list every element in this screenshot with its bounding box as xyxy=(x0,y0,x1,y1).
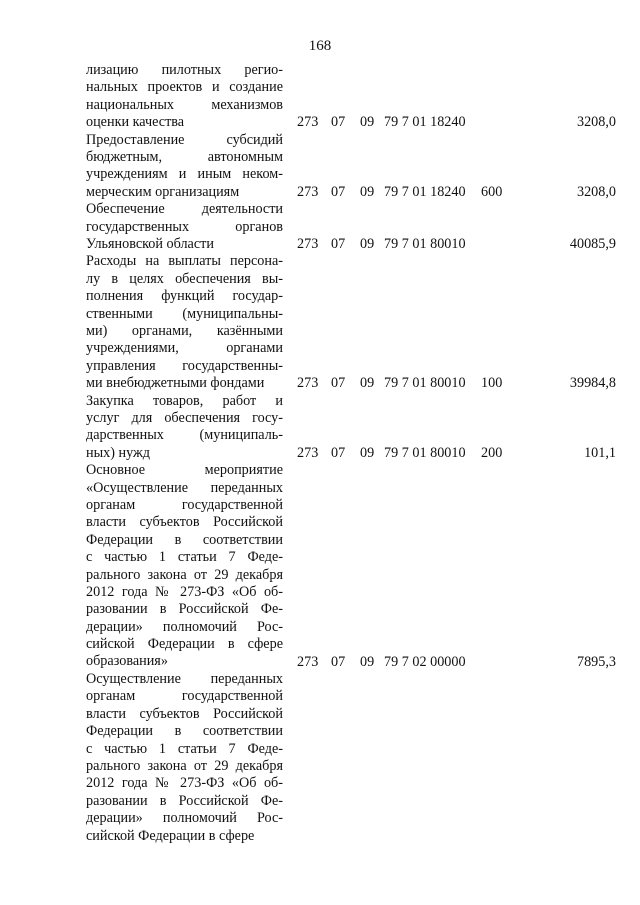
description-line: дерации» полномочий Рос- xyxy=(86,618,283,635)
description-line: Предоставление субсидий xyxy=(86,131,283,148)
description-line: «Осуществление переданных xyxy=(86,479,283,496)
target-article-code: 79 7 01 18240 xyxy=(384,114,466,131)
section-code: 07 xyxy=(331,375,346,392)
description-line: Закупка товаров, работ и xyxy=(86,392,283,409)
description-line: Обеспечение деятельности xyxy=(86,201,283,218)
amount: 101,1 xyxy=(584,444,616,461)
section-code: 07 xyxy=(331,183,346,200)
subsection-code: 09 xyxy=(360,375,375,392)
description-line: власти субъектов Российской xyxy=(86,705,283,722)
target-article-code: 79 7 01 80010 xyxy=(384,375,466,392)
description-line: органам государственной xyxy=(86,688,283,705)
subsection-code: 09 xyxy=(360,183,375,200)
subsection-code: 09 xyxy=(360,444,375,461)
subsection-code: 09 xyxy=(360,114,375,131)
description-line: Осуществление переданных xyxy=(86,671,283,687)
expense-type-code: 100 xyxy=(481,375,503,392)
description-line: рального закона от 29 декабря xyxy=(86,566,283,583)
ministry-code: 273 xyxy=(297,375,319,392)
amount: 3208,0 xyxy=(576,114,616,131)
description-line: Федерации в соответствии xyxy=(86,723,283,740)
description-line: образования» xyxy=(86,653,168,670)
description-line: полнения функций государ- xyxy=(86,288,283,305)
amount: 3208,0 xyxy=(576,183,616,200)
description-line: ственными (муниципальны- xyxy=(86,305,283,322)
subsection-code: 09 xyxy=(360,236,375,252)
section-code: 07 xyxy=(331,444,346,461)
ministry-code: 273 xyxy=(297,653,319,670)
section-code: 07 xyxy=(331,114,346,131)
ministry-code: 273 xyxy=(297,183,319,200)
row-description xyxy=(86,62,283,132)
description-line: власти субъектов Российской xyxy=(86,514,283,531)
description-line: дерации» полномочий Рос- xyxy=(86,810,283,827)
ministry-code: 273 xyxy=(297,114,319,131)
target-article-code: 79 7 02 00000 xyxy=(384,653,466,670)
section-code: 07 xyxy=(331,653,346,670)
description-line: бюджетным, автономным xyxy=(86,148,283,165)
description-line: Федерации в соответствии xyxy=(86,531,283,548)
description-line: с частью 1 статьи 7 Феде- xyxy=(86,549,283,566)
description-line: Расходы на выплаты персона- xyxy=(86,253,283,270)
description-line: рального закона от 29 декабря xyxy=(86,757,283,774)
description-line: разовании в Российской Фе- xyxy=(86,792,283,809)
row-description xyxy=(86,462,283,671)
description-line: государственных органов xyxy=(86,218,283,235)
amount: 40085,9 xyxy=(569,236,616,252)
description-line: органам государственной xyxy=(86,496,283,513)
amount: 39984,8 xyxy=(569,375,616,392)
description-line: разовании в Российской Фе- xyxy=(86,601,283,618)
target-article-code: 79 7 01 80010 xyxy=(384,236,466,252)
description-line: дарственных (муниципаль- xyxy=(86,427,283,444)
row-description xyxy=(86,393,283,463)
description-line: оценки качества xyxy=(86,114,185,131)
description-line: лу в целях обеспечения вы- xyxy=(86,270,283,287)
description-line: учреждениями, органами xyxy=(86,340,283,357)
description-line: управления государственны- xyxy=(86,357,283,374)
description-line: сийской Федерации в сфере xyxy=(86,827,255,844)
row-description xyxy=(86,132,283,202)
ministry-code: 273 xyxy=(297,236,319,252)
description-line: ми) органами, казёнными xyxy=(86,322,283,339)
row-description xyxy=(86,201,283,253)
description-line: Основное мероприятие xyxy=(86,462,283,479)
page-number: 168 xyxy=(308,38,332,54)
description-line: услуг для обеспечения госу- xyxy=(86,409,283,426)
amount: 7895,3 xyxy=(576,653,616,670)
target-article-code: 79 7 01 18240 xyxy=(384,183,466,200)
description-line: национальных механизмов xyxy=(86,96,283,113)
description-line: учреждениям и иным неком- xyxy=(86,166,283,183)
row-description xyxy=(86,671,283,845)
description-line: 2012 года № 273-ФЗ «Об об- xyxy=(86,775,283,792)
description-line: ми внебюджетными фондами xyxy=(86,375,265,392)
ministry-code: 273 xyxy=(297,444,319,461)
description-line: лизацию пилотных регио- xyxy=(86,62,283,78)
description-line: 2012 года № 273-ФЗ «Об об- xyxy=(86,583,283,600)
section-code: 07 xyxy=(331,236,346,252)
description-line: ных) нужд xyxy=(86,444,151,461)
target-article-code: 79 7 01 80010 xyxy=(384,444,466,461)
description-line: сийской Федерации в сфере xyxy=(86,636,283,653)
description-line: с частью 1 статьи 7 Феде- xyxy=(86,740,283,757)
description-line: мерческим организациям xyxy=(86,183,240,200)
expense-type-code: 200 xyxy=(481,444,503,461)
expense-type-code: 600 xyxy=(481,183,503,200)
row-description xyxy=(86,253,283,392)
description-line: Ульяновской области xyxy=(86,235,214,252)
description-line: нальных проектов и создание xyxy=(86,79,283,96)
subsection-code: 09 xyxy=(360,653,375,670)
